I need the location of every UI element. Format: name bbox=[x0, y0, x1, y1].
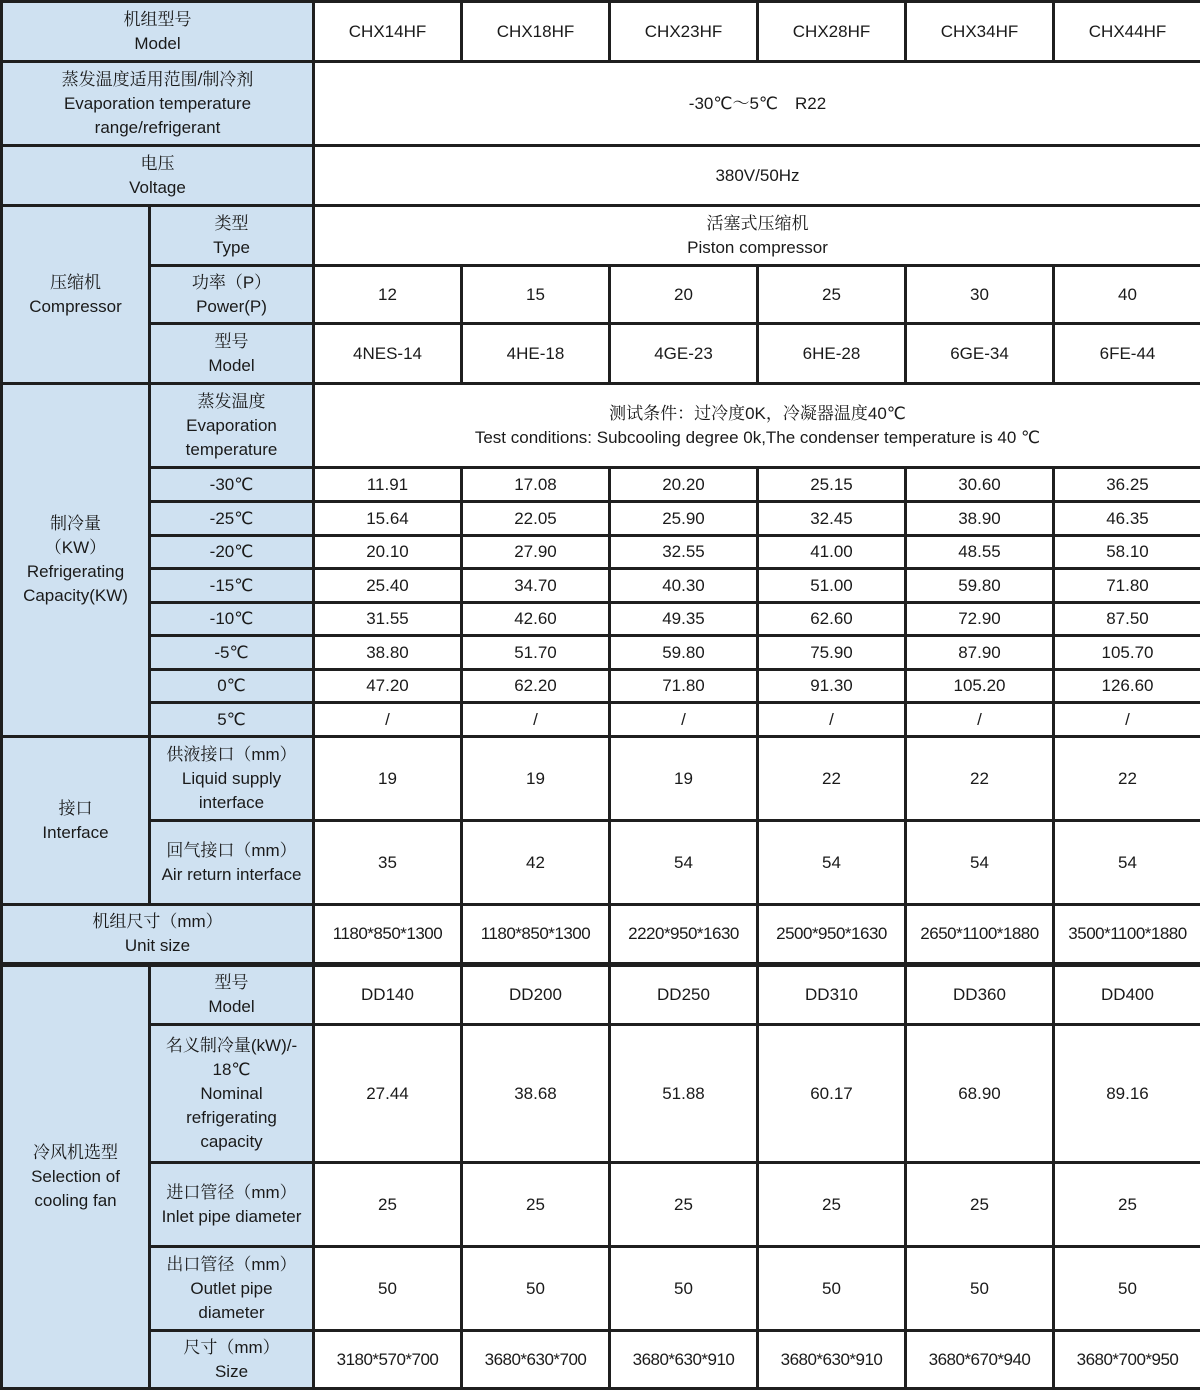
power-cell: 25 bbox=[758, 266, 906, 324]
inlet-pipe-cell: 25 bbox=[610, 1163, 758, 1247]
capacity-cell: 27.90 bbox=[462, 536, 610, 569]
capacity-cell: 75.90 bbox=[758, 636, 906, 670]
fan-size-cell: 3680*630*910 bbox=[758, 1331, 906, 1389]
capacity-cell: 62.60 bbox=[758, 603, 906, 636]
capacity-cell: 36.25 bbox=[1054, 468, 1200, 502]
inlet-pipe-cell: 25 bbox=[314, 1163, 462, 1247]
capacity-temp-label: -5℃ bbox=[150, 636, 314, 670]
fan-model-cell: DD310 bbox=[758, 965, 906, 1025]
capacity-cell: 31.55 bbox=[314, 603, 462, 636]
model-label: 机组型号 Model bbox=[2, 2, 314, 62]
capacity-cell: 51.70 bbox=[462, 636, 610, 670]
capacity-cell: / bbox=[462, 703, 610, 737]
compressor-type-row bbox=[2, 206, 1200, 266]
compressor-model-label: 型号 Model bbox=[150, 324, 314, 384]
capacity-cell: 15.64 bbox=[314, 502, 462, 536]
inlet-pipe-cell: 25 bbox=[758, 1163, 906, 1247]
compressor-model-cell: 6HE-28 bbox=[758, 324, 906, 384]
nominal-capacity-cell: 38.68 bbox=[462, 1025, 610, 1163]
model-cell: CHX14HF bbox=[314, 2, 462, 62]
capacity-cell: 51.00 bbox=[758, 569, 906, 603]
fan-size-cell: 3180*570*700 bbox=[314, 1331, 462, 1389]
model-row bbox=[2, 2, 1200, 62]
capacity-row bbox=[2, 636, 1200, 670]
liquid-supply-cell: 19 bbox=[462, 737, 610, 821]
fan-model-cell: DD250 bbox=[610, 965, 758, 1025]
capacity-row bbox=[2, 703, 1200, 737]
unit-size-label: 机组尺寸（mm） Unit size bbox=[2, 905, 314, 965]
capacity-cell: / bbox=[758, 703, 906, 737]
capacity-row bbox=[2, 603, 1200, 636]
nominal-capacity-label: 名义制冷量(kW)/- 18℃ Nominal refrigerating capacity bbox=[150, 1025, 314, 1163]
inlet-pipe-row bbox=[2, 1163, 1200, 1247]
voltage-label: 电压 Voltage bbox=[2, 146, 314, 206]
capacity-cell: / bbox=[906, 703, 1054, 737]
unit-size-cell: 2500*950*1630 bbox=[758, 905, 906, 965]
fan-model-row bbox=[2, 965, 1200, 1025]
fan-model-cell: DD200 bbox=[462, 965, 610, 1025]
fan-model-cell: DD140 bbox=[314, 965, 462, 1025]
capacity-cell: 17.08 bbox=[462, 468, 610, 502]
capacity-cell: 41.00 bbox=[758, 536, 906, 569]
capacity-cell: 32.55 bbox=[610, 536, 758, 569]
capacity-cell: 72.90 bbox=[906, 603, 1054, 636]
capacity-cell: 87.50 bbox=[1054, 603, 1200, 636]
inlet-pipe-label: 进口管径（mm） Inlet pipe diameter bbox=[150, 1163, 314, 1247]
outlet-pipe-cell: 50 bbox=[758, 1247, 906, 1331]
fan-size-cell: 3680*700*950 bbox=[1054, 1331, 1200, 1389]
capacity-temp-label: -15℃ bbox=[150, 569, 314, 603]
unit-size-row bbox=[2, 905, 1200, 965]
capacity-temp-label: -20℃ bbox=[150, 536, 314, 569]
air-return-cell: 35 bbox=[314, 821, 462, 905]
nominal-capacity-cell: 60.17 bbox=[758, 1025, 906, 1163]
capacity-cell: 20.10 bbox=[314, 536, 462, 569]
model-cell: CHX28HF bbox=[758, 2, 906, 62]
nominal-capacity-cell: 68.90 bbox=[906, 1025, 1054, 1163]
capacity-cell: 30.60 bbox=[906, 468, 1054, 502]
capacity-cell: / bbox=[1054, 703, 1200, 737]
power-cell: 12 bbox=[314, 266, 462, 324]
capacity-cell: 11.91 bbox=[314, 468, 462, 502]
compressor-type-value: 活塞式压缩机 Piston compressor bbox=[314, 206, 1200, 266]
voltage-value: 380V/50Hz bbox=[314, 146, 1200, 206]
power-cell: 15 bbox=[462, 266, 610, 324]
compressor-model-cell: 4GE-23 bbox=[610, 324, 758, 384]
nominal-capacity-row bbox=[2, 1025, 1200, 1163]
fan-size-cell: 3680*630*910 bbox=[610, 1331, 758, 1389]
capacity-temp-label: -10℃ bbox=[150, 603, 314, 636]
evap-range-label: 蒸发温度适用范围/制冷剂 Evaporation temperature range/refrigerant bbox=[2, 62, 314, 146]
capacity-cell: 71.80 bbox=[610, 670, 758, 703]
capacity-cell: 87.90 bbox=[906, 636, 1054, 670]
inlet-pipe-cell: 25 bbox=[1054, 1163, 1200, 1247]
voltage-row bbox=[2, 146, 1200, 206]
liquid-supply-label: 供液接口（mm） Liquid supply interface bbox=[150, 737, 314, 821]
interface-group-label: 接口 Interface bbox=[2, 737, 150, 905]
model-cell: CHX44HF bbox=[1054, 2, 1200, 62]
compressor-model-row bbox=[2, 324, 1200, 384]
fan-size-label: 尺寸（mm） Size bbox=[150, 1331, 314, 1389]
capacity-cell: 38.80 bbox=[314, 636, 462, 670]
fan-selection-group-label: 冷风机选型 Selection of cooling fan bbox=[2, 965, 150, 1389]
air-return-cell: 54 bbox=[906, 821, 1054, 905]
capacity-cell: / bbox=[610, 703, 758, 737]
evap-range-value: -30℃～5℃ R22 bbox=[314, 62, 1200, 146]
capacity-cell: 34.70 bbox=[462, 569, 610, 603]
capacity-cell: 126.60 bbox=[1054, 670, 1200, 703]
capacity-temp-label: 0℃ bbox=[150, 670, 314, 703]
unit-size-cell: 2220*950*1630 bbox=[610, 905, 758, 965]
capacity-row bbox=[2, 569, 1200, 603]
capacity-cell: 25.90 bbox=[610, 502, 758, 536]
air-return-cell: 54 bbox=[758, 821, 906, 905]
capacity-cell: 58.10 bbox=[1054, 536, 1200, 569]
outlet-pipe-label: 出口管径（mm） Outlet pipe diameter bbox=[150, 1247, 314, 1331]
air-return-cell: 42 bbox=[462, 821, 610, 905]
capacity-cell: 25.40 bbox=[314, 569, 462, 603]
compressor-type-label: 类型 Type bbox=[150, 206, 314, 266]
power-cell: 40 bbox=[1054, 266, 1200, 324]
capacity-group-label: 制冷量 （KW） Refrigerating Capacity(KW) bbox=[2, 384, 150, 737]
fan-size-cell: 3680*670*940 bbox=[906, 1331, 1054, 1389]
capacity-cell: / bbox=[314, 703, 462, 737]
compressor-model-cell: 6FE-44 bbox=[1054, 324, 1200, 384]
power-cell: 30 bbox=[906, 266, 1054, 324]
model-cell: CHX23HF bbox=[610, 2, 758, 62]
compressor-model-cell: 6GE-34 bbox=[906, 324, 1054, 384]
capacity-row bbox=[2, 468, 1200, 502]
capacity-cell: 42.60 bbox=[462, 603, 610, 636]
capacity-cell: 46.35 bbox=[1054, 502, 1200, 536]
power-cell: 20 bbox=[610, 266, 758, 324]
nominal-capacity-cell: 51.88 bbox=[610, 1025, 758, 1163]
fan-model-label: 型号 Model bbox=[150, 965, 314, 1025]
outlet-pipe-cell: 50 bbox=[314, 1247, 462, 1331]
outlet-pipe-cell: 50 bbox=[610, 1247, 758, 1331]
liquid-supply-cell: 19 bbox=[610, 737, 758, 821]
capacity-cell: 62.20 bbox=[462, 670, 610, 703]
compressor-model-cell: 4HE-18 bbox=[462, 324, 610, 384]
compressor-group-label: 压缩机 Compressor bbox=[2, 206, 150, 384]
capacity-cell: 105.70 bbox=[1054, 636, 1200, 670]
nominal-capacity-cell: 27.44 bbox=[314, 1025, 462, 1163]
fan-size-row bbox=[2, 1331, 1200, 1389]
capacity-cell: 22.05 bbox=[462, 502, 610, 536]
compressor-model-cell: 4NES-14 bbox=[314, 324, 462, 384]
capacity-temp-label: 5℃ bbox=[150, 703, 314, 737]
unit-size-cell: 1180*850*1300 bbox=[462, 905, 610, 965]
evap-range-row bbox=[2, 62, 1200, 146]
capacity-cell: 32.45 bbox=[758, 502, 906, 536]
capacity-cell: 38.90 bbox=[906, 502, 1054, 536]
unit-size-cell: 1180*850*1300 bbox=[314, 905, 462, 965]
model-cell: CHX18HF bbox=[462, 2, 610, 62]
air-return-cell: 54 bbox=[1054, 821, 1200, 905]
capacity-row bbox=[2, 502, 1200, 536]
liquid-supply-cell: 22 bbox=[1054, 737, 1200, 821]
fan-model-cell: DD400 bbox=[1054, 965, 1200, 1025]
capacity-cell: 59.80 bbox=[610, 636, 758, 670]
liquid-supply-cell: 19 bbox=[314, 737, 462, 821]
outlet-pipe-row bbox=[2, 1247, 1200, 1331]
capacity-row bbox=[2, 536, 1200, 569]
capacity-cell: 91.30 bbox=[758, 670, 906, 703]
evap-temp-header-row bbox=[2, 384, 1200, 468]
evap-temp-label: 蒸发温度 Evaporation temperature bbox=[150, 384, 314, 468]
capacity-cell: 49.35 bbox=[610, 603, 758, 636]
capacity-cell: 59.80 bbox=[906, 569, 1054, 603]
air-return-label: 回气接口（mm） Air return interface bbox=[150, 821, 314, 905]
unit-size-cell: 2650*1100*1880 bbox=[906, 905, 1054, 965]
power-row bbox=[2, 266, 1200, 324]
test-conditions: 测试条件：过冷度0K，冷凝器温度40℃ Test conditions: Subcooling degree 0k,The condenser temperature is 40 ℃ bbox=[314, 384, 1200, 468]
inlet-pipe-cell: 25 bbox=[906, 1163, 1054, 1247]
capacity-cell: 105.20 bbox=[906, 670, 1054, 703]
outlet-pipe-cell: 50 bbox=[1054, 1247, 1200, 1331]
nominal-capacity-cell: 89.16 bbox=[1054, 1025, 1200, 1163]
model-cell: CHX34HF bbox=[906, 2, 1054, 62]
inlet-pipe-cell: 25 bbox=[462, 1163, 610, 1247]
fan-model-cell: DD360 bbox=[906, 965, 1054, 1025]
fan-size-cell: 3680*630*700 bbox=[462, 1331, 610, 1389]
capacity-cell: 71.80 bbox=[1054, 569, 1200, 603]
capacity-cell: 47.20 bbox=[314, 670, 462, 703]
capacity-row bbox=[2, 670, 1200, 703]
capacity-temp-label: -25℃ bbox=[150, 502, 314, 536]
liquid-supply-row bbox=[2, 737, 1200, 821]
power-label: 功率（P） Power(P) bbox=[150, 266, 314, 324]
liquid-supply-cell: 22 bbox=[906, 737, 1054, 821]
spec-table-body bbox=[2, 2, 1200, 1389]
capacity-cell: 40.30 bbox=[610, 569, 758, 603]
outlet-pipe-cell: 50 bbox=[906, 1247, 1054, 1331]
capacity-cell: 20.20 bbox=[610, 468, 758, 502]
outlet-pipe-cell: 50 bbox=[462, 1247, 610, 1331]
air-return-cell: 54 bbox=[610, 821, 758, 905]
unit-size-cell: 3500*1100*1880 bbox=[1054, 905, 1200, 965]
air-return-row bbox=[2, 821, 1200, 905]
liquid-supply-cell: 22 bbox=[758, 737, 906, 821]
capacity-cell: 48.55 bbox=[906, 536, 1054, 569]
capacity-temp-label: -30℃ bbox=[150, 468, 314, 502]
capacity-cell: 25.15 bbox=[758, 468, 906, 502]
